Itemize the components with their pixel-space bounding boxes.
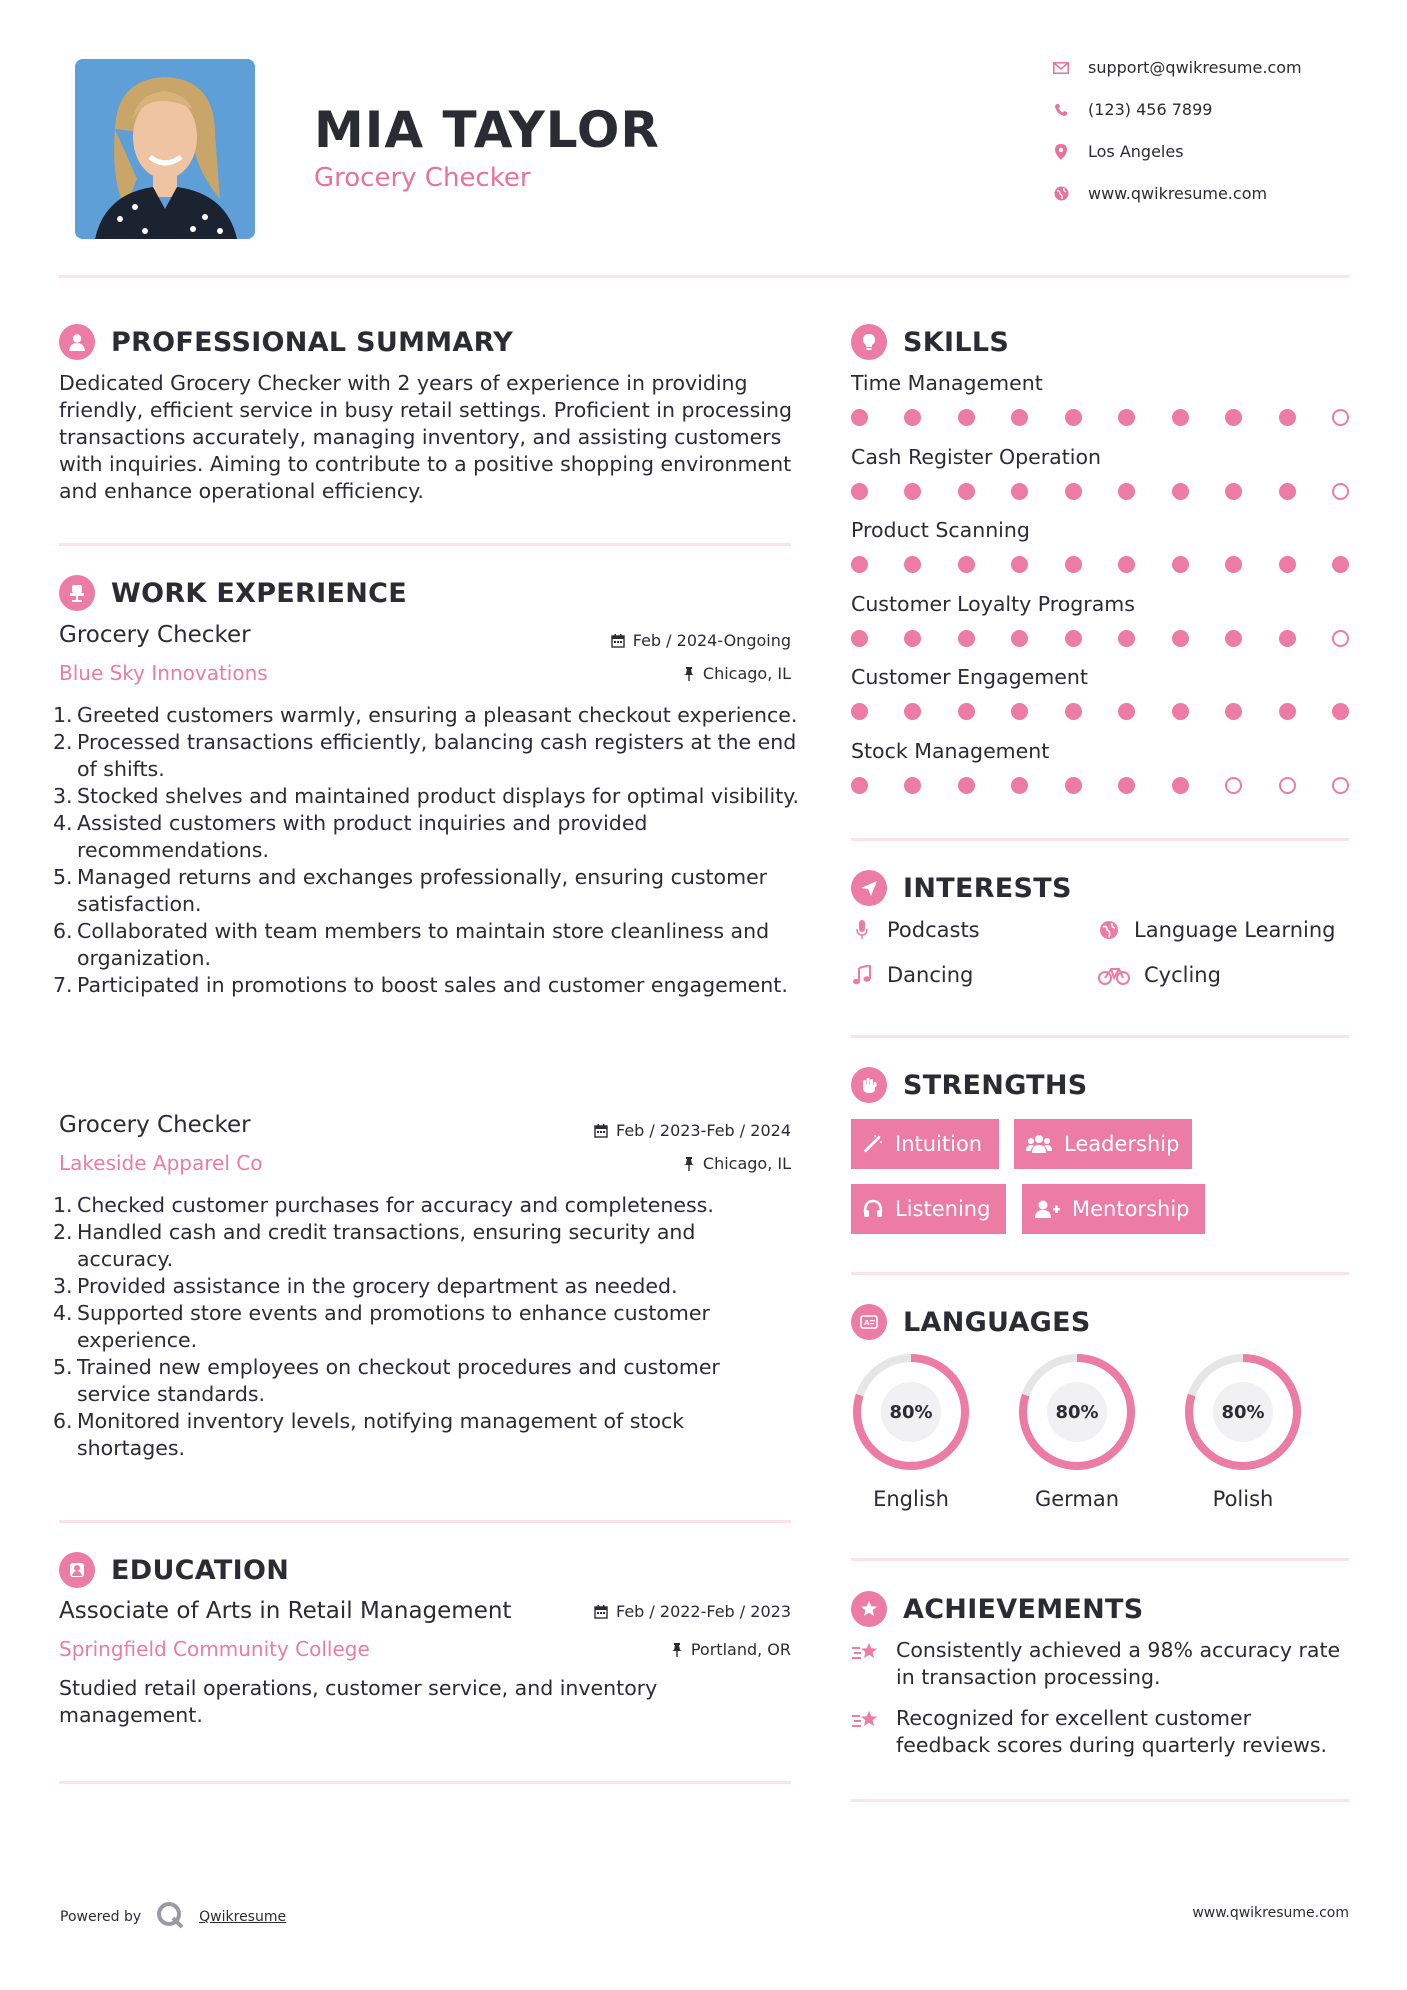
rating-dot-filled: [1172, 630, 1189, 647]
lightbulb-icon: [851, 324, 887, 360]
globe-icon: [1050, 185, 1072, 203]
phone-icon: [1050, 101, 1072, 119]
shooting-star-icon: [851, 1637, 881, 1691]
list-item: Trained new employees on checkout procedures and customer service standards.: [77, 1355, 720, 1406]
strengths-heading-text: STRENGTHS: [903, 1069, 1088, 1101]
achievements-divider: [851, 1799, 1349, 1802]
job-location: [500, 664, 791, 683]
education-heading-text: EDUCATION: [111, 1554, 290, 1586]
powered-by-text: Powered by: [60, 1909, 142, 1925]
rating-dot-filled: [851, 703, 868, 720]
rating-dot-filled: [1172, 703, 1189, 720]
contact-email-text: support@qwikresume.com: [1088, 58, 1302, 77]
rating-dot-filled: [1279, 630, 1296, 647]
rating-dot-empty: [1279, 777, 1296, 794]
rating-dot-filled: [1065, 409, 1082, 426]
languages-divider: [851, 1558, 1349, 1561]
graduate-icon: [59, 1552, 95, 1588]
rating-dot-filled: [958, 409, 975, 426]
rating-dot-filled: [958, 703, 975, 720]
qwikresume-link[interactable]: Qwikresume: [199, 1909, 287, 1925]
contact-location-text: Los Angeles: [1088, 142, 1184, 161]
rating-dot-filled: [1065, 556, 1082, 573]
list-item: Managed returns and exchanges professionally, ensuring customer satisfaction.: [77, 865, 768, 916]
rating-dot-filled: [904, 483, 921, 500]
skills-heading-text: SKILLS: [903, 326, 1010, 358]
strengths-divider: [851, 1272, 1349, 1275]
globe-icon: [1098, 920, 1120, 940]
interest-item: [1098, 963, 1221, 987]
language-percent: 80%: [889, 1402, 933, 1423]
rating-dot-filled: [1279, 556, 1296, 573]
achievements-heading-text: ACHIEVEMENTS: [903, 1593, 1144, 1625]
rating-dot-filled: [1011, 556, 1028, 573]
rating-dot-filled: [851, 409, 868, 426]
education-location: [500, 1640, 791, 1659]
rating-dot-filled: [1065, 703, 1082, 720]
job-title: Grocery Checker: [59, 1112, 251, 1138]
list-item: Provided assistance in the grocery department as needed.: [77, 1274, 678, 1298]
rating-dot-filled: [958, 630, 975, 647]
list-item: Collaborated with team members to maintain store cleanliness and organization.: [77, 919, 770, 970]
rating-dot-filled: [1332, 556, 1349, 573]
rating-dot-empty: [1332, 777, 1349, 794]
contact-website[interactable]: [1050, 184, 1370, 203]
achievement-text: Recognized for excellent customer feedback scores during quarterly reviews.: [896, 1706, 1328, 1757]
strength-chip: [1022, 1184, 1205, 1234]
pushpin-icon: [683, 1157, 695, 1171]
language-percent: 80%: [1221, 1402, 1265, 1423]
achievement-text: Consistently achieved a 98% accuracy rate in transaction processing.: [896, 1638, 1341, 1689]
job-location-text: Chicago, IL: [702, 664, 791, 683]
strength-label: Mentorship: [1072, 1197, 1190, 1221]
paper-plane-icon: [851, 870, 887, 906]
envelope-icon: [1050, 59, 1072, 77]
rating-dot-filled: [1172, 556, 1189, 573]
rating-dot-filled: [1118, 556, 1135, 573]
job-company: Lakeside Apparel Co: [59, 1151, 263, 1175]
contact-website-text: www.qwikresume.com: [1088, 184, 1268, 203]
map-pin-icon: [1050, 143, 1072, 161]
calendar-icon: [594, 1124, 608, 1138]
contact-phone[interactable]: [1050, 100, 1370, 119]
rating-dot-filled: [904, 556, 921, 573]
strength-label: Listening: [895, 1197, 991, 1221]
language-progress-ring: [1016, 1351, 1138, 1473]
skill-name: Time Management: [851, 371, 1043, 395]
interest-label: Dancing: [887, 963, 974, 987]
job-location-text: Chicago, IL: [702, 1154, 791, 1173]
skill-rating: [851, 409, 1349, 426]
strength-chip: [851, 1119, 999, 1169]
profile-photo: [75, 59, 255, 239]
list-item: Greeted customers warmly, ensuring a pleasant checkout experience.: [77, 703, 798, 727]
magic-wand-icon: [863, 1134, 883, 1154]
languages-heading: [851, 1304, 1091, 1340]
contact-phone-text: (123) 456 7899: [1088, 100, 1213, 119]
rating-dot-empty: [1225, 777, 1242, 794]
interests-heading: [851, 870, 1072, 906]
rating-dot-filled: [1332, 703, 1349, 720]
skills-divider: [851, 838, 1349, 841]
experience-heading: [59, 575, 407, 611]
list-item: Handled cash and credit transactions, ensuring security and accuracy.: [77, 1220, 696, 1271]
rating-dot-filled: [851, 556, 868, 573]
job-dates-text: Feb / 2024-Ongoing: [632, 631, 791, 650]
rating-dot-filled: [1225, 409, 1242, 426]
experience-heading-text: WORK EXPERIENCE: [111, 577, 407, 609]
rating-dot-filled: [1011, 483, 1028, 500]
language-percent: 80%: [1055, 1402, 1099, 1423]
rating-dot-filled: [1118, 703, 1135, 720]
education-dates: [500, 1602, 791, 1621]
user-plus-icon: [1034, 1199, 1060, 1219]
skill-rating: [851, 777, 1349, 794]
rating-dot-filled: [1011, 409, 1028, 426]
skill-name: Stock Management: [851, 738, 1050, 763]
job-location: [500, 1154, 791, 1173]
list-item: Supported store events and promotions to enhance customer experience.: [77, 1301, 710, 1352]
rating-dot-filled: [1118, 777, 1135, 794]
interest-item: [851, 918, 980, 942]
skill-rating: [851, 630, 1349, 647]
rating-dot-filled: [1172, 409, 1189, 426]
achievement-item: [851, 1705, 1351, 1759]
list-item: Processed transactions efficiently, balancing cash registers at the end of shifts.: [77, 730, 797, 781]
education-location-text: Portland, OR: [690, 1640, 791, 1659]
rating-dot-filled: [851, 777, 868, 794]
strength-label: Intuition: [895, 1132, 983, 1156]
list-item: Assisted customers with product inquiries and provided recommendations.: [77, 811, 648, 862]
strengths-heading: [851, 1067, 1088, 1103]
rating-dot-filled: [1011, 777, 1028, 794]
interests-divider: [851, 1035, 1349, 1038]
list-item: Monitored inventory levels, notifying management of stock shortages.: [77, 1409, 685, 1460]
skill-name: Customer Loyalty Programs: [851, 591, 1135, 616]
contact-email[interactable]: [1050, 58, 1370, 77]
skill-rating: [851, 483, 1349, 500]
header-divider: [59, 275, 1349, 278]
list-item: Participated in promotions to boost sales and customer engagement.: [77, 973, 788, 997]
list-item: Stocked shelves and maintained product displays for optimal visibility.: [77, 784, 799, 808]
language-name: English: [873, 1487, 949, 1511]
achievement-item: [851, 1637, 1351, 1691]
rating-dot-filled: [1065, 777, 1082, 794]
education-divider: [59, 1781, 791, 1784]
job-company: Blue Sky Innovations: [59, 661, 268, 685]
rating-dot-filled: [1225, 630, 1242, 647]
rating-dot-filled: [904, 409, 921, 426]
job-responsibilities: [59, 702, 799, 999]
education-heading: [59, 1552, 289, 1588]
microphone-icon: [851, 920, 873, 940]
skill-rating: [851, 703, 1349, 720]
skill-name: Cash Register Operation: [851, 444, 1102, 469]
interests-heading-text: INTERESTS: [903, 872, 1072, 904]
rating-dot-filled: [904, 630, 921, 647]
contact-location: [1050, 142, 1370, 161]
group-icon: [1026, 1134, 1052, 1154]
language-progress-ring: [850, 1351, 972, 1473]
rating-dot-filled: [958, 483, 975, 500]
job-title: Grocery Checker: [59, 622, 251, 648]
rating-dot-filled: [1225, 703, 1242, 720]
skills-heading: [851, 324, 1009, 360]
rating-dot-filled: [1011, 703, 1028, 720]
language-progress-ring: [1182, 1351, 1304, 1473]
footer-website[interactable]: www.qwikresume.com: [1192, 1905, 1349, 1921]
interest-item: [851, 963, 973, 987]
education-description: Studied retail operations, customer service, and inventory management.: [59, 1676, 658, 1727]
job-dates: [500, 1121, 791, 1140]
headphones-icon: [863, 1199, 883, 1219]
rating-dot-empty: [1332, 483, 1349, 500]
job-dates: [500, 631, 791, 650]
rating-dot-filled: [1118, 483, 1135, 500]
rating-dot-filled: [1225, 556, 1242, 573]
rating-dot-filled: [1065, 483, 1082, 500]
summary-divider: [59, 543, 791, 546]
rating-dot-filled: [1172, 777, 1189, 794]
user-icon: [59, 324, 95, 360]
svg-text:A: A: [864, 1319, 870, 1327]
rating-dot-filled: [1065, 630, 1082, 647]
language-card-icon: [851, 1304, 887, 1340]
star-badge-icon: [851, 1591, 887, 1627]
job-dates-text: Feb / 2023-Feb / 2024: [616, 1121, 791, 1140]
interest-label: Cycling: [1144, 963, 1221, 987]
interest-label: Podcasts: [887, 918, 980, 942]
strength-label: Leadership: [1064, 1132, 1180, 1156]
list-item: Checked customer purchases for accuracy and completeness.: [77, 1193, 714, 1217]
skill-name: Customer Engagement: [851, 665, 1088, 689]
rating-dot-filled: [1011, 630, 1028, 647]
summary-heading-text: PROFESSIONAL SUMMARY: [111, 326, 514, 358]
achievements-heading: [851, 1591, 1144, 1627]
summary-heading: [59, 324, 513, 360]
language-name: Polish: [1212, 1487, 1274, 1511]
education-degree: Associate of Arts in Retail Management: [59, 1598, 512, 1624]
rating-dot-filled: [1118, 409, 1135, 426]
briefcase-chair-icon: [59, 575, 95, 611]
pushpin-icon: [671, 1643, 683, 1657]
rating-dot-filled: [851, 483, 868, 500]
summary-text: Dedicated Grocery Checker with 2 years of experience in providing friendly, efficient service in busy retail settings. Proficient in processing transactions accurately, managing inventory, and assisting customers with inquiries. Aiming to contribute to a positive shopping environment and enhance operational efficiency.: [59, 371, 792, 503]
candidate-title: Grocery Checker: [314, 163, 531, 193]
fist-icon: [851, 1067, 887, 1103]
strength-chip: [851, 1184, 1006, 1234]
strength-chip: [1014, 1119, 1192, 1169]
bicycle-icon: [1098, 965, 1130, 985]
job-responsibilities: [59, 1192, 779, 1462]
pushpin-icon: [683, 667, 695, 681]
footer-branding: [60, 1900, 286, 1934]
education-school: Springfield Community College: [59, 1637, 370, 1661]
calendar-icon: [594, 1605, 608, 1619]
languages-heading-text: LANGUAGES: [903, 1306, 1091, 1338]
calendar-icon: [611, 634, 625, 648]
shooting-star-icon: [851, 1705, 881, 1759]
experience-divider: [59, 1520, 791, 1523]
skill-name: Product Scanning: [851, 518, 1030, 542]
rating-dot-empty: [1332, 630, 1349, 647]
rating-dot-filled: [958, 556, 975, 573]
rating-dot-filled: [904, 703, 921, 720]
interest-item: [1098, 918, 1335, 942]
rating-dot-filled: [904, 777, 921, 794]
rating-dot-filled: [851, 630, 868, 647]
rating-dot-filled: [1118, 630, 1135, 647]
qwikresume-logo-icon: [155, 1900, 185, 1934]
music-note-icon: [851, 965, 873, 985]
education-dates-text: Feb / 2022-Feb / 2023: [616, 1602, 791, 1621]
rating-dot-empty: [1332, 409, 1349, 426]
rating-dot-filled: [958, 777, 975, 794]
rating-dot-filled: [1279, 483, 1296, 500]
rating-dot-filled: [1279, 703, 1296, 720]
rating-dot-filled: [1225, 483, 1242, 500]
rating-dot-filled: [1172, 483, 1189, 500]
skill-rating: [851, 556, 1349, 573]
interest-label: Language Learning: [1134, 918, 1336, 942]
language-name: German: [1034, 1487, 1120, 1511]
rating-dot-filled: [1279, 409, 1296, 426]
candidate-name: MIA TAYLOR: [314, 101, 660, 159]
